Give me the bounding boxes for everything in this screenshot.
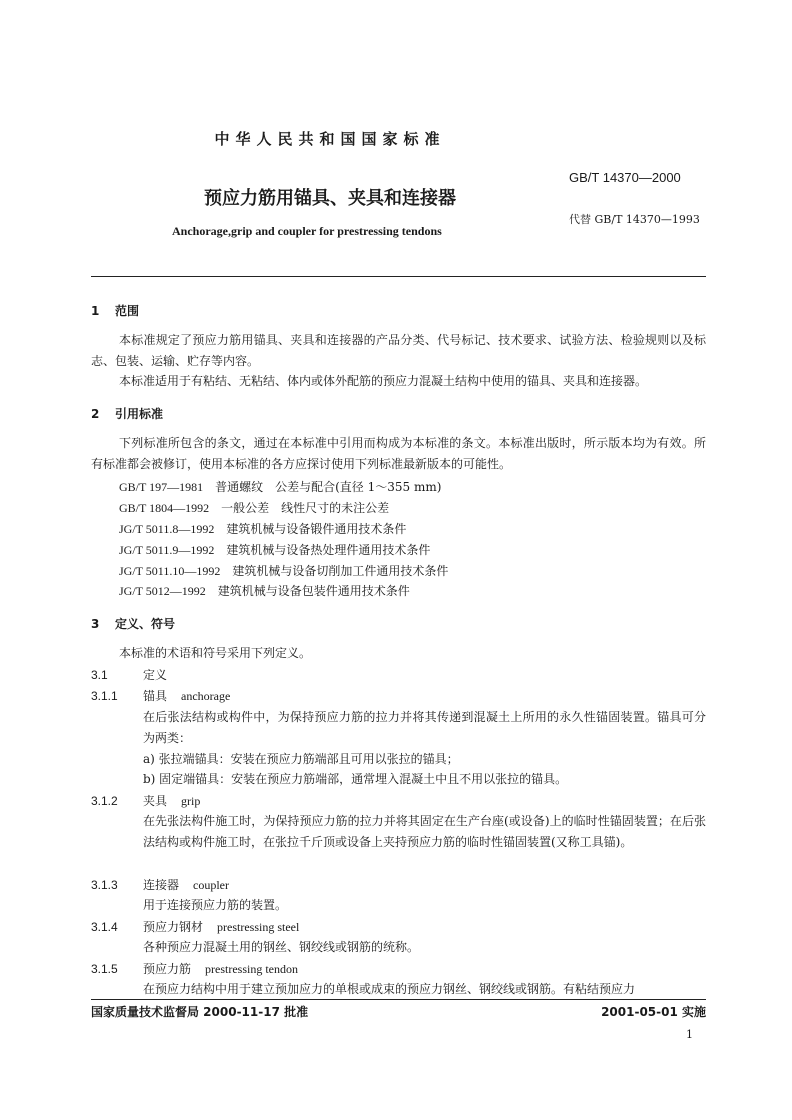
clause-3-1-1 <box>91 687 230 704</box>
section-1-paragraph-1: 本标准规定了预应力筋用锚具、夹具和连接器的产品分类、代号标记、技术要求、试验方法、检验规则以及标志、包装、运输、贮存等内容。 <box>91 333 706 368</box>
section-title: 引用标准 <box>115 407 164 421</box>
clause-number: 3.1.2 <box>91 794 118 808</box>
reference-title: 建筑机械与设备包装件通用技术条件 <box>217 584 410 598</box>
reference-item <box>119 499 389 516</box>
section-title: 定义、符号 <box>115 617 176 631</box>
clause-number: 3.1.1 <box>91 689 118 703</box>
section-number: 2 <box>91 407 100 421</box>
term-cn: 锚具 <box>143 689 168 703</box>
term-cn: 夹具 <box>143 794 168 808</box>
document-title-cn: 预应力筋用锚具、夹具和连接器 <box>204 188 456 209</box>
section-2-intro: 下列标准所包含的条文，通过在本标准中引用而构成为本标准的条文。本标准出版时，所示版本均为有效。所有标准都会被修订，使用本标准的各方应探讨使用下列标准最新版本的可能性。 <box>91 436 706 471</box>
reference-code: JG/T 5011.10—1992 <box>119 564 221 578</box>
replaces-standard: 代替 GB/T 14370—1993 <box>569 213 700 226</box>
clause-number: 3.1.3 <box>91 878 118 892</box>
section-1-paragraph-2: 本标准适用于有粘结、无粘结、体内或体外配筋的预应力混凝土结构中使用的锚具、夹具和连接器。 <box>119 374 648 388</box>
section-2-heading <box>91 405 163 422</box>
reference-code: JG/T 5011.8—1992 <box>119 522 215 536</box>
clause-3-1-5-definition: 在预应力结构中用于建立预加应力的单根或成束的预应力钢丝、钢绞线或钢筋。有粘结预应力 <box>143 982 636 996</box>
clause-3-1-4-definition: 各种预应力混凝土用的钢丝、钢绞线或钢筋的统称。 <box>143 940 420 954</box>
reference-item <box>119 520 406 537</box>
reference-code: JG/T 5011.9—1992 <box>119 543 215 557</box>
reference-item <box>119 582 410 599</box>
clause-number: 3.1.5 <box>91 962 118 976</box>
term-cn: 预应力筋 <box>143 962 192 976</box>
section-1-heading <box>91 302 139 319</box>
reference-item <box>119 541 430 558</box>
term-en: grip <box>181 794 201 808</box>
term-cn: 连接器 <box>143 878 180 892</box>
standard-number: GB/T 14370—2000 <box>569 170 681 185</box>
document-title-en: Anchorage,grip and coupler for prestressing tendons <box>172 224 442 238</box>
clause-3-1-5 <box>91 960 298 977</box>
reference-title: 建筑机械与设备热处理件通用技术条件 <box>226 543 431 557</box>
national-standard-heading: 中华人民共和国国家标准 <box>214 130 446 148</box>
clause-3-1-1-item-a: a) 张拉端锚具：安装在预应力筋端部且可用以张拉的锚具； <box>143 752 459 766</box>
approval-line: 国家质量技术监督局 2000-11-17 批准 <box>91 1005 309 1019</box>
term-en: anchorage <box>181 689 231 703</box>
clause-3-1-1-item-b: b) 固定端锚具：安装在预应力筋端部，通常埋入混凝土中且不用以张拉的锚具。 <box>143 772 568 786</box>
reference-title: 一般公差 线性尺寸的未注公差 <box>221 501 390 515</box>
section-3-intro: 本标准的术语和符号采用下列定义。 <box>119 646 312 660</box>
reference-code: GB/T 1804—1992 <box>119 501 210 515</box>
term-en: prestressing tendon <box>205 962 298 976</box>
section-number: 1 <box>91 304 100 318</box>
reference-item <box>119 562 448 579</box>
clause-3-1-1-definition: 在后张法结构或构件中，为保持预应力筋的拉力并将其传递到混凝土上所用的永久性锚固装置。锚具可分为两类： <box>143 710 706 745</box>
reference-code: GB/T 197—1981 <box>119 480 204 494</box>
clause-3-1-2 <box>91 792 200 809</box>
clause-3-1-2-definition: 在先张法构件施工时，为保持预应力筋的拉力并将其固定在生产台座(或设备)上的临时性锚固装置；在后张法结构或构件施工时，在张拉千斤顶或设备上夹持预应力筋的临时性锚固装置(又称工具锚)。 <box>143 814 706 849</box>
clause-3-1-4 <box>91 918 299 935</box>
header-divider <box>91 276 706 277</box>
clause-3-1-3 <box>91 876 229 893</box>
clause-title: 定义 <box>143 668 168 682</box>
reference-item <box>119 478 441 495</box>
reference-title: 普通螺纹 公差与配合(直径 1～355 mm) <box>215 480 442 494</box>
clause-3-1-3-definition: 用于连接预应力筋的装置。 <box>143 898 288 912</box>
section-3-heading <box>91 615 175 632</box>
clause-number: 3.1.4 <box>91 920 118 934</box>
reference-title: 建筑机械与设备切削加工件通用技术条件 <box>232 564 449 578</box>
footer-divider <box>91 999 706 1000</box>
term-en: prestressing steel <box>217 920 300 934</box>
section-title: 范围 <box>115 304 140 318</box>
clause-3-1 <box>91 666 167 683</box>
reference-code: JG/T 5012—1992 <box>119 584 206 598</box>
clause-number: 3.1 <box>91 668 108 682</box>
section-number: 3 <box>91 617 100 631</box>
page-number: 1 <box>686 1028 693 1041</box>
term-cn: 预应力钢材 <box>143 920 204 934</box>
term-en: coupler <box>193 878 229 892</box>
implementation-date: 2001-05-01 实施 <box>601 1005 706 1019</box>
reference-title: 建筑机械与设备锻件通用技术条件 <box>226 522 407 536</box>
